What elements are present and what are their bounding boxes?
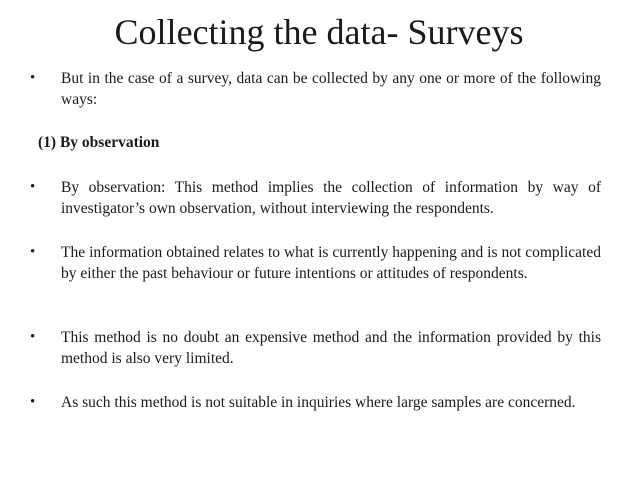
- slide-title: Collecting the data- Surveys: [114, 12, 524, 52]
- bullet-item-4: As such this method is not suitable in inquiries where large samples are concerned.: [61, 394, 576, 411]
- bullet-marker: •: [30, 394, 36, 410]
- bullet-marker: •: [30, 244, 36, 260]
- bullet-item-3: This method is no doubt an expensive method and the information provided by this method is also very limited.: [61, 329, 601, 367]
- subheading: (1) By observation: [38, 134, 160, 151]
- bullet-marker: •: [30, 70, 36, 86]
- bullet-marker: •: [30, 179, 36, 195]
- bullet-marker: •: [30, 329, 36, 345]
- bullet-item-1: By observation: This method implies the collection of information by way of investigator’s own observation, without interviewing the respondents.: [61, 179, 601, 217]
- bullet-item-2: The information obtained relates to what is currently happening and is not complicated by either the past behaviour or future intentions or attitudes of respondents.: [61, 244, 601, 282]
- intro-text: But in the case of a survey, data can be collected by any one or more of the following ways:: [61, 70, 601, 108]
